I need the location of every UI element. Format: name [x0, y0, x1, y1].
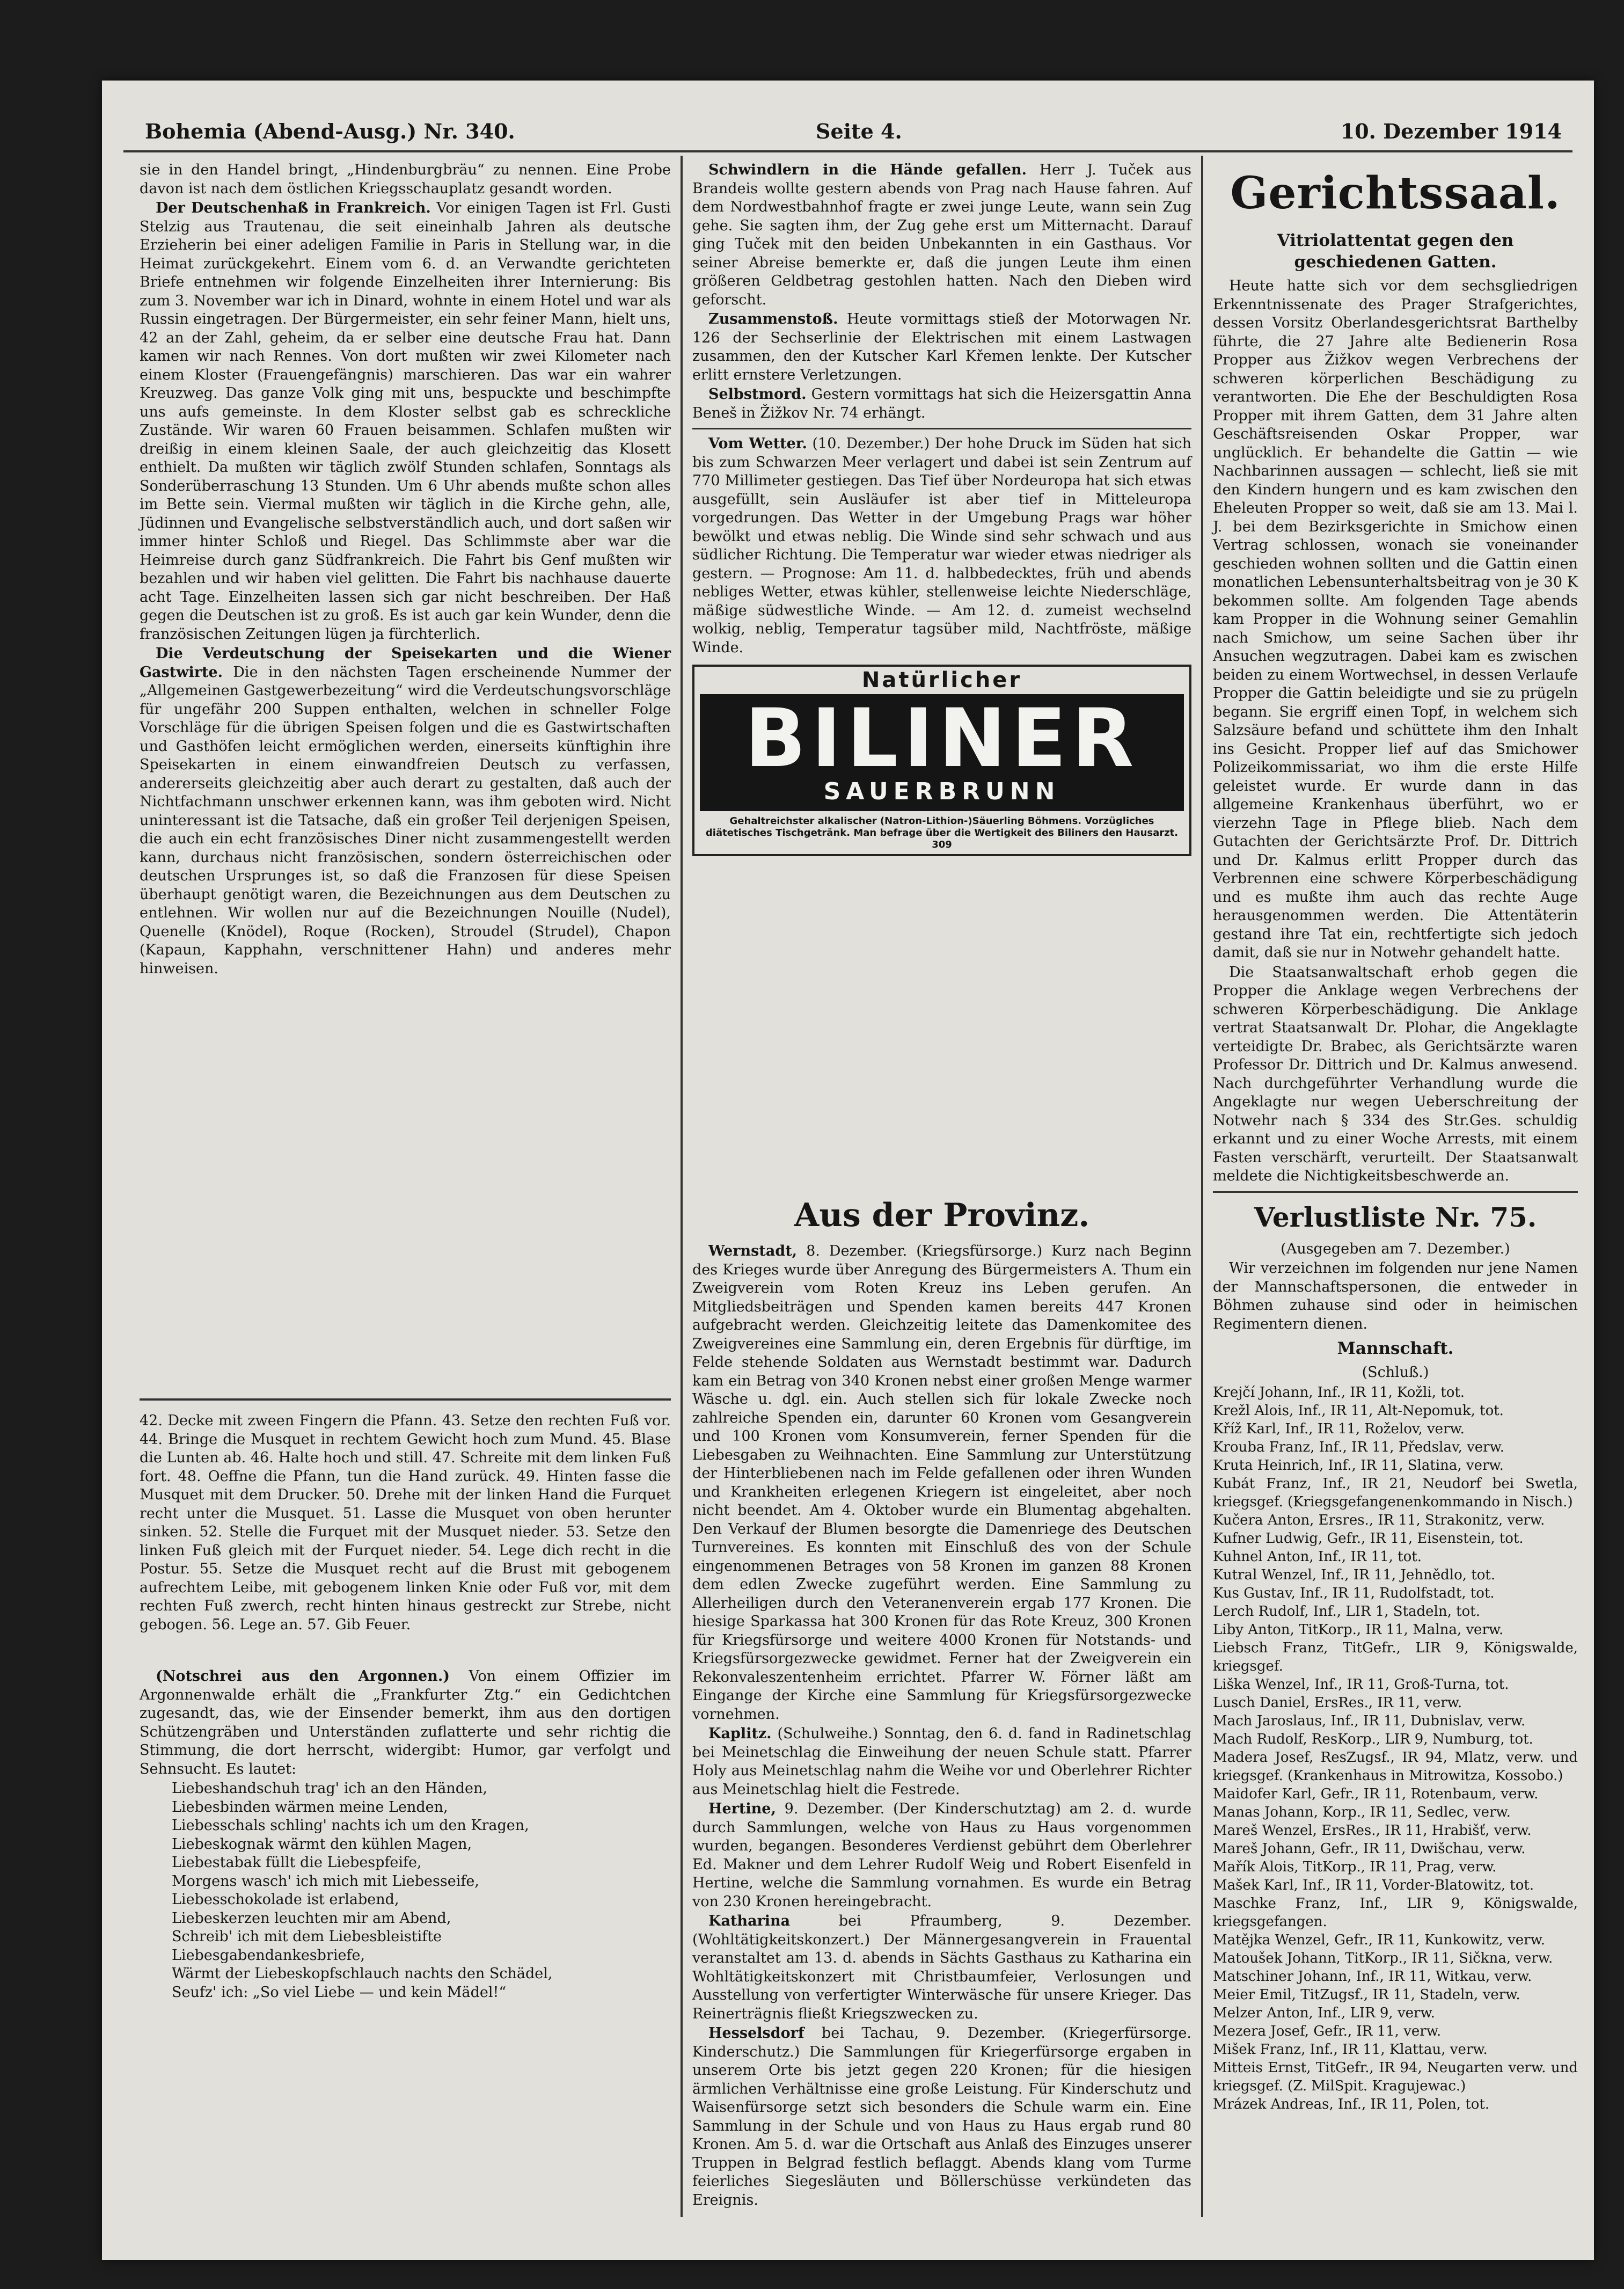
- article-heading: Hesselsdorf: [708, 2025, 804, 2042]
- poem-line: Liebesschals schling' nachts ich um den Kragen,: [172, 1817, 529, 1834]
- ad-text: Gehaltreichster alkalischer (Natron-Lithion-)Säuerling Böhmens. Vorzügliches diätetisches Tischgetränk. Man befrage über die Wertigkeit des Biliners den Hausarzt. 309: [705, 815, 1179, 850]
- list-item: Maidofer Karl, Gefr., IR 11, Rotenbaum, verw.: [1213, 1785, 1539, 1802]
- article-body: bei Tachau, 9. Dezember. (Kriegerfürsorge. Kinderschutz.) Die Sammlungen für Kriegerfürsorge ergaben in unserem Orte bis jetzt gegen 220 Kronen; für die hiesigen ärmlichen Verhältnisse eine große Leistung. Für Kinderschutz und Waisenfürsorge setzt sich besonders die Schule warm ein. Eine Sammlung in der Schule und von Haus zu Haus ergab rund 80 Kronen. Am 5. d. war die Ortschaft aus Anlaß des Einzuges unserer Truppen in Belgrad festlich beflaggt. Abends klang vom Turme feierliches Siegesläuten und Böllerschüsse verkündeten das Ereignis.: [692, 2025, 1191, 2208]
- article-heading: Der Deutschenhaß in Frankreich.: [156, 200, 431, 216]
- section-title-gerichtssaal: Gerichtssaal.: [1230, 167, 1561, 219]
- list-item: Mareš Wenzel, ErsRes., IR 11, Hrabišť, verw.: [1213, 1822, 1532, 1839]
- list-item: Kuhnel Anton, Inf., IR 11, tot.: [1213, 1548, 1422, 1565]
- list-heading: Mannschaft.: [1337, 1339, 1454, 1358]
- poem-line: Schreib' ich mit dem Liebesbleistifte: [172, 1928, 442, 1945]
- article-heading: Hertine,: [708, 1800, 776, 1817]
- verlustliste-date: (Ausgegeben am 7. Dezember.): [1281, 1240, 1510, 1257]
- article-body: Von einem Offizier im Argonnenwalde erhält die „Frankfurter Ztg.“ ein Gedichtchen zugesandt, das, wie der Einsender bemerkt, ihm aus den dortigen Schützengräben und Unterständen zuflatterte und sehr richtig die Stimmung, die dort herrscht, widergibt: Humor, gar verfolgt und Sehnsucht. Es lautet:: [140, 1668, 671, 1777]
- list-item: Liebsch Franz, TitGefr., LIR 9, Königswalde, kriegsgef.: [1213, 1639, 1578, 1674]
- list-item: Mitteis Ernst, TitGefr., IR 94, Neugarten verw. und kriegsgef. (Z. MilSpit. Kragujewac.): [1213, 2059, 1578, 2094]
- poem-line: Liebeskognak wärmt den kühlen Magen,: [172, 1835, 472, 1853]
- article-heading: Wernstadt,: [708, 1243, 798, 1259]
- section-title-provinz: Aus der Provinz.: [794, 1197, 1090, 1234]
- ad-subbrand: SAUERBRUNN: [823, 777, 1060, 805]
- list-item: Krouba Franz, Inf., IR 11, Předslav, verw.: [1213, 1439, 1505, 1455]
- article-heading: Zusammenstoß.: [708, 311, 838, 327]
- article-body: Vor einigen Tagen ist Frl. Gusti Stelzig aus Trautenau, die seit eineinhalb Jahren als deutsche Erzieherin bei einer adeligen Familie in Paris in Stellung war, in die Heimat zurückgekehrt. Einem vom 6. d. an Verwandte gerichteten Briefe entnehmen wir folgende Einzelheiten ihrer Internierung: Bis zum 3. November war ich in Dinard, wohnte in einem Hotel und war als Russin eingetragen. Der Bürgermeister, ein sehr feiner Mann, hielt uns, 42 an der Zahl, geheim, da er selber eine deutsche Frau hat. Dann kamen wir nach Rennes. Von dort mußten wir zwei Kilometer nach einem Kloster (Frauengefängnis) marschieren. Das war ein wahrer Kreuzweg. Das ganze Volk ging mit uns, bespuckte und beschimpfte uns aufs gemeinste. In dem Kloster selbst gab es schreckliche Zustände. Wir waren 60 Frauen beisammen. Schlafen mußten wir dreißig in einem kleinen Saale, der auch gleichzeitig das Klosett enthielt. Da mußten wir täglich zwölf Stunden schlafen, Sonntags als Sonderüberraschung 13 Stunden. Um 6 Uhr abends mußte schon alles im Bette sein. Viermal mußten wir täglich in die Kirche gehn, alle, Jüdinnen und Evangelische selbstverständlich auch, und dort saßen wir immer hinter Schloß und Riegel. Das Schlimmste aber war die Heimreise durch ganz Südfrankreich. Die Fahrt bis Genf mußten wir bezahlen und wir haben viel gelitten. Die Fahrt bis nachhause dauerte acht Tage. Einzelheiten lassen sich gar nicht beschreiben. Der Haß gegen die Deutschen ist zu groß. Es ist auch gar kein Wunder, denn die französischen Zeitungen lügen ja fürchterlich.: [140, 200, 671, 643]
- article-body: Heute vormittags stieß der Motorwagen Nr. 126 der Sechserlinie der Elektrischen mit einem Lastwagen zusammen, den der Kutscher Karl Křemen lenkte. Der Kutscher erlitt ernstere Verletzungen.: [692, 311, 1191, 383]
- column-2-bottom: [692, 1186, 1191, 2211]
- article-body: (10. Dezember.) Der hohe Druck im Süden hat sich bis zum Schwarzen Meer verlagert und dabei ist sein Zentrum auf 770 Millimeter gestiegen. Das Tief über Nordeuropa hat sich etwas ausgefüllt, sein Ausläufer ist aber tief in Mitteleuropa vorgedrungen. Das Wetter in der Umgebung Prags war höher bewölkt und etwas neblig. Die Winde sind sehr schwach und aus südlicher Richtung. Die Temperatur war wieder etwas niedriger als gestern. — Prognose: Am 11. d. halbbedecktes, früh und abends nebliges Wetter, etwas kühler, stellenweise leichte Niederschläge, mäßige südwestliche Winde. — Am 12. d. zumeist wechselnd wolkig, neblig, Temperatur tagsüber mild, Nachtfröste, mäßige Winde.: [692, 435, 1192, 656]
- list-item: Mach Jaroslaus, Inf., IR 11, Dubnislav, verw.: [1213, 1712, 1526, 1729]
- article-selbstmord: [692, 385, 1191, 422]
- list-item: Mrázek Andreas, Inf., IR 11, Polen, tot.: [1213, 2096, 1490, 2112]
- column-3: [1213, 161, 1578, 2113]
- list-item: Manas Johann, Korp., IR 11, Sedlec, verw.: [1213, 1804, 1511, 1820]
- article-heading: Schwindlern in die Hände gefallen.: [708, 162, 1027, 178]
- article-deutschenhass: [140, 199, 671, 644]
- article-hesselsdorf: [692, 2024, 1191, 2210]
- article-body: 9. Dezember. (Der Kinderschutztag) am 2. d. wurde durch Sammlungen, welche von Haus zu Haus vorgenommen wurden, begangen. Besonderes Verdienst gebührt dem Oberlehrer Ed. Makner und dem Lehrer Rudolf Weig und Robert Eisenfeld in Hertine, welche die Sammlung vornahmen. Es wurde ein Betrag von 230 Kronen hereingebracht.: [692, 1800, 1192, 1910]
- poem-line: Liebeskerzen leuchten mir am Abend,: [172, 1909, 451, 1927]
- list-item: Mašek Karl, Inf., IR 11, Vorder-Blatowitz, tot.: [1213, 1877, 1534, 1893]
- column-rule: [681, 156, 683, 2217]
- poem-line: Morgens wasch' ich mich mit Liebesseife,: [172, 1872, 479, 1890]
- header-date: 10. Dezember 1914: [1340, 119, 1562, 143]
- section-title-verlustliste: Verlustliste Nr. 75.: [1254, 1201, 1537, 1233]
- article-heading: (Notschrei aus den Argonnen.): [156, 1668, 450, 1685]
- list-item: Madera Josef, ResZugsf., IR 94, Mlatz, verw. und kriegsgef. (Krankenhaus in Mitrowitza, Kossobo.): [1213, 1749, 1578, 1784]
- biliner-advertisement: [692, 665, 1191, 856]
- header-issue: Bohemia (Abend-Ausg.) Nr. 340.: [145, 119, 515, 143]
- list-item: Kufner Ludwig, Gefr., IR 11, Eisenstein, tot.: [1213, 1530, 1524, 1547]
- column-2-top: [692, 161, 1191, 861]
- article-hertine: [692, 1800, 1191, 1911]
- casualty-list: [1213, 1383, 1578, 2113]
- list-item: Liška Wenzel, Inf., IR 11, Groß-Turna, tot.: [1213, 1676, 1509, 1693]
- article-hindenburgbraeu: sie in den Handel bringt, „Hindenburgbräu“ zu nennen. Eine Probe davon ist nach dem östlichen Kriegsschauplatz gesandt worden.: [140, 162, 671, 197]
- list-item: Maschke Franz, Inf., LIR 9, Königswalde, kriegsgefangen.: [1213, 1895, 1578, 1930]
- article-body: Die in den nächsten Tagen erscheinende Nummer der „Allgemeinen Gastgewerbezeitung“ wird die Verdeutschungsvorschläge für ungefähr 200 Suppen enthalten, welchen in schneller Folge Vorschläge für die übrigen Speisen folgen und die es Gastwirtschaften und Gasthöfen leicht ermöglichen werden, einerseits künftighin ihre Speisekarten in einem einwandfreien Deutsch zu verfassen, andererseits gleichzeitig aber auch derart zu gestalten, daß auch der Nichtfachmann unschwer erkennen kann, was ihm geboten wird. Nicht uninteressant ist die Tatsache, daß ein großer Teil derjenigen Speisen, die auch ein echt französisches Diner nicht zusammengestellt werden kann, durchaus nicht französischen, sondern österreichischen oder deutschen Ursprunges ist, so daß die Franzosen für diese Speisen überhaupt genötigt waren, die Bezeichnungen aus dem Deutschen zu entlehnen. Wir wollen nur auf die Bezeichnungen Nouille (Nudel), Quenelle (Knödel), Roque (Rocken), Stroudel (Strudel), Chapon (Kapaun, Kapphahn, verschnittener Hahn) und anderes mehr hinweisen.: [140, 664, 671, 977]
- poem-line: Liebestabak füllt die Liebespfeife,: [172, 1854, 422, 1871]
- poem-line: Liebesbinden wärmen meine Lenden,: [172, 1798, 448, 1816]
- list-subheading: (Schluß.): [1362, 1364, 1429, 1381]
- section-divider: [140, 1398, 671, 1401]
- list-item: Matschiner Johann, Inf., IR 11, Witkau, verw.: [1213, 1968, 1532, 1985]
- article-musquet-drill: 42. Decke mit zween Fingern die Pfann. 43. Setze den rechten Fuß vor. 44. Bringe die Musquet in rechtem Gewicht hoch zum Mund. 45. Blase die Lunten ab. 46. Halte hoch und still. 47. Schreite mit dem linken Fuß fort. 48. Oeffne die Pfann, tun die Hand zurück. 49. Hinten fasse die Musquet mit dem Drucker. 50. Drehe mit der linken Hand die Furquet recht unter die Musquet. 51. Lasse die Musquet von oben herunter sinken. 52. Stelle die Furquet mit der Musquet nieder. 53. Setze den linken Fuß gleich mit der Furquet nieder. 54. Lege dich recht in die Postur. 55. Setze die Musquet recht auf die Brust mit gebogenem aufrechtem Leibe, mit gebogenem linken Knie oder Fuß vor, mit dem rechten Fuß zwerch, recht hinten hinaus gestreckt zur Strebe, nicht gebogen. 56. Lege an. 57. Gib Feuer.: [140, 1412, 671, 1633]
- article-body: (Schulweihe.) Sonntag, den 6. d. fand in Radinetschlag bei Meinetschlag die Einweihung der neuen Schule statt. Pfarrer Holy aus Meinetschlag nahm die Weihe vor und Oberlehrer Richter aus Meinetschlag hielt die Festrede.: [692, 1725, 1191, 1798]
- newspaper-page: [102, 81, 1594, 2260]
- page-header: [123, 113, 1572, 152]
- poem-line: Seufz' ich: „So viel Liebe — und kein Mädel!“: [172, 1984, 507, 2001]
- list-item: Mezera Josef, Gefr., IR 11, verw.: [1213, 2023, 1442, 2039]
- article-heading: Katharina: [708, 1913, 791, 1929]
- article-notschrei: [140, 1667, 671, 1778]
- list-item: Kutral Wenzel, Inf., IR 11, Jehnědlo, tot.: [1213, 1566, 1496, 1583]
- article-speisekarten: [140, 645, 671, 978]
- poem-line: Liebesgabendankesbriefe,: [172, 1947, 365, 1964]
- article-schwindler: [692, 161, 1191, 309]
- article-zusammenstoss: [692, 310, 1191, 384]
- list-item: Krejčí Johann, Inf., IR 11, Kožli, tot.: [1213, 1384, 1465, 1401]
- article-heading: Kaplitz.: [708, 1725, 772, 1742]
- list-item: Melzer Anton, Inf., LIR 9, verw.: [1213, 2004, 1435, 2021]
- header-page-number: Seite 4.: [816, 119, 902, 143]
- verlustliste-intro: Wir verzeichnen im folgenden nur jene Namen der Mannschaftspersonen, die entweder in Böhmen zuhause sind oder in heimischen Regimentern dienen.: [1213, 1260, 1578, 1332]
- list-item: Lerch Rudolf, Inf., LIR 1, Stadeln, tot.: [1213, 1603, 1480, 1620]
- ad-brand-box: [700, 691, 1184, 811]
- article-subtitle: Vitriolattentat gegen den geschiedenen Gatten.: [1277, 231, 1514, 272]
- list-item: Meier Emil, TitZugsf., IR 11, Stadeln, verw.: [1213, 1986, 1520, 2003]
- section-divider: [692, 428, 1191, 429]
- ad-brand: BILINER: [744, 691, 1139, 785]
- poem-line: Liebeshandschuh trag' ich an den Händen,: [172, 1780, 487, 1797]
- poem-line: Liebesschokolade ist erlabend,: [172, 1891, 399, 1908]
- list-item: Matoušek Johann, TitKorp., IR 11, Sičkna, verw.: [1213, 1950, 1553, 1966]
- list-item: Matějka Wenzel, Gefr., IR 11, Kunkowitz, verw.: [1213, 1931, 1546, 1948]
- list-item: Mišek Franz, Inf., IR 11, Klattau, verw.: [1213, 2041, 1488, 2058]
- article-body: Gestern vormittags hat sich die Heizersgattin Anna Beneš in Žižkov Nr. 74 erhängt.: [692, 386, 1191, 421]
- list-item: Kus Gustav, Inf., IR 11, Rudolfstadt, tot.: [1213, 1585, 1495, 1601]
- article-heading: Vom Wetter.: [708, 435, 807, 452]
- article-body: 8. Dezember. (Kriegsfürsorge.) Kurz nach Beginn des Krieges wurde über Anregung des Bürgermeisters A. Thum ein Zweigverein vom Roten Kreuz ins Leben gerufen. An Mitgliedsbeiträgen und Spenden kamen bereits 447 Kronen aufgebracht werden. Gleichzeitig leitete das Damenkomitee des Zweigvereines eine Sammlung ein, deren Ergebnis für dürftige, im Felde stehende Soldaten aus Wernstadt bestimmt war. Dadurch kam ein Betrag von 340 Kronen nebst einer großen Menge warmer Wäsche u. dgl. ein. Auch stellen sich für lokale Zwecke noch zahlreiche Spenden ein, darunter 60 Kronen vom Gesangverein und 100 Kronen vom Konsumverein, ferner Spenden für die Liebesgaben zu Weihnachten. Eine Sammlung zur Unterstützung der Hinterbliebenen nach im Felde gefallenen oder ihren Wunden und Krankheiten erlegenen Kriegern ist eingeleitet, aber noch nicht beendet. Am 4. Oktober wurde ein Blumentag abgehalten. Den Verkauf der Blumen besorgte die Damenriege des Deutschen Turnvereines. Es konnten mit Einschluß des von der Schule eingenommenen Betrages von 58 Kronen im ganzen 88 Kronen dem edlen Zwecke zugeführt werden. Eine Sammlung zu Allerheiligen durch den Veteranenverein ergab 177 Kronen. Die hiesige Sparkassa hat 300 Kronen für das Rote Kreuz, 300 Kronen für Kriegsfürsorge und weitere 4000 Kronen für Notstands- und Kriegsfürsorgezwecke gewidmet. Ferner hat der Zweigverein ein Rekonvaleszentenheim errichtet. Pfarrer W. Förner läßt am Eingange der Kirche eine Sammlung für Kriegsfürsorgezwecke vornehmen.: [692, 1243, 1191, 1723]
- column-1-top: [140, 161, 671, 979]
- list-item: Mařík Alois, TitKorp., IR 11, Prag, verw.: [1213, 1858, 1497, 1875]
- list-item: Kruta Heinrich, Inf., IR 11, Slatina, verw.: [1213, 1457, 1504, 1474]
- poem: [140, 1780, 671, 2002]
- section-divider: [1213, 1191, 1578, 1193]
- poem-line: Wärmt der Liebeskopfschlauch nachts den Schädel,: [172, 1965, 553, 1982]
- list-item: Mach Rudolf, ResKorp., LIR 9, Numburg, tot.: [1213, 1731, 1533, 1747]
- ad-tagline: Natürlicher: [861, 668, 1022, 692]
- article-wernstadt: [692, 1242, 1191, 1724]
- article-heading: Selbstmord.: [708, 386, 807, 403]
- article-body: Herr J. Tuček aus Brandeis wollte gestern abends von Prag nach Hause fahren. Auf dem Nordwestbahnhof fragte er zwei junge Leute, wann sein Zug gehe. Sie sagten ihm, der Zug gehe erst um Mitternacht. Darauf ging Tuček mit den beiden Unbekannten in ein Gasthaus. Vor seiner Abreise bemerkte er, daß die jungen Leute ihm einen größeren Geldbetrag gestohlen hatten. Nach den Dieben wird geforscht.: [692, 162, 1191, 308]
- article-kaplitz: [692, 1725, 1191, 1799]
- article-body: bei Pfraumberg, 9. Dezember. (Wohltätigkeitskonzert.) Der Männergesangverein in Frauental veranstaltet am 13. d. abends in Sächts Gasthaus zu Katharina ein Wohltätigkeitskonzert mit Christbaumfeier, Verlosungen und Ausstellung von verfertigter Winterwäsche für unsere Krieger. Das Reinerträgnis fließt Kriegszwecken zu.: [692, 1913, 1191, 2022]
- article-heading: Die Verdeutschung der Speisekarten und die Wiener Gastwirte.: [140, 645, 671, 681]
- list-item: Krežl Alois, Inf., IR 11, Alt-Nepomuk, tot.: [1213, 1402, 1504, 1419]
- article-vitriol-p1: Heute hatte sich vor dem sechsgliedrigen Erkenntnissenate des Prager Strafgerichtes, dessen Vorsitz Oberlandesgerichtsrat Barthelby führte, die 27 Jahre alte Bedienerin Rosa Propper aus Žižkov wegen Verbrechens der schweren körperlichen Beschädigung zu verantworten. Die Ehe der Beschuldigten Rosa Propper mit ihrem Gatten, dem 31 Jahre alten Geschäftsreisenden Oskar Propper, war unglücklich. Er behandelte die Gattin — wie Nachbarinnen aussagen — schlecht, ließ sie mit den Kindern hungern und es kam zwischen den Eheleuten Propper so weit, daß sie am 13. Mai l. J. bei dem Bezirksgerichte in Smichow einen Vertrag schlossen, wonach sie voneinander geschieden wohnen sollten und die Gattin einen monatlichen Lebensunterhaltsbeitrag von je 30 K bekommen sollte. Am folgenden Tage abends kam Propper in die Wohnung seiner Gemahlin nach Smichow, um seine Sachen über ihr Ansuchen wegzutragen. Dabei kam es zwischen beiden zu einem Wortwechsel, in dessen Verlaufe Propper die Gattin beleidigte und sie zu prügeln begann. Sie ergriff einen Topf, in welchem sich Salzsäure befand und schüttete ihm den Inhalt ins Gesicht. Propper lief auf das Smichower Polizeikommissariat, wo ihm die erste Hilfe geleistet wurde. Er wurde dann in das allgemeine Krankenhaus überführt, wo er vierzehn Tage in Pflege blieb. Nach dem Gutachten der Gerichtsärzte Prof. Dr. Dittrich und Dr. Kalmus erlitt Propper durch das Verbrennen eine schwere Körperbeschädigung und es mußte ihm auch das rechte Auge herausgenommen werden. Die Attentäterin gestand ihre Tat ein, rechtfertigte sich jedoch damit, daß sie nur in Notwehr gehandelt hatte.: [1213, 278, 1578, 961]
- article-katharina: [692, 1912, 1191, 2023]
- list-item: Kučera Anton, Ersres., IR 11, Strakonitz, verw.: [1213, 1512, 1545, 1528]
- list-item: Mareš Johann, Gefr., IR 11, Dwišchau, verw.: [1213, 1840, 1526, 1857]
- article-wetter: [692, 435, 1191, 657]
- list-item: Kubát Franz, Inf., IR 21, Neudorf bei Swetla, kriegsgef. (Kriegsgefangenenkommando in Nisch.): [1213, 1475, 1578, 1510]
- column-1-bottom: [140, 1412, 671, 2002]
- list-item: Lusch Daniel, ErsRes., IR 11, verw.: [1213, 1694, 1462, 1711]
- article-vitriol-p2: Die Staatsanwaltschaft erhob gegen die Propper die Anklage wegen Verbrechens der schweren Körperbeschädigung. Die Anklage vertrat Staatsanwalt Dr. Plohar, die Angeklagte verteidigte Dr. Brabec, als Gerichtsärzte waren Professor Dr. Dittrich und Dr. Kalmus anwesend. Nach durchgeführter Verhandlung wurde die Angeklagte nur wegen Ueberschreitung der Notwehr nach § 334 des Str.Ges. schuldig erkannt und zu einer Woche Arrests, mit einem Fasten verschärft, verurteilt. Der Staatsanwalt meldete die Nichtigkeitsbeschwerde an.: [1213, 964, 1578, 1184]
- list-item: Liby Anton, TitKorp., IR 11, Malna, verw.: [1213, 1621, 1504, 1638]
- column-rule: [1201, 156, 1203, 2217]
- list-item: Kříž Karl, Inf., IR 11, Roželov, verw.: [1213, 1420, 1465, 1437]
